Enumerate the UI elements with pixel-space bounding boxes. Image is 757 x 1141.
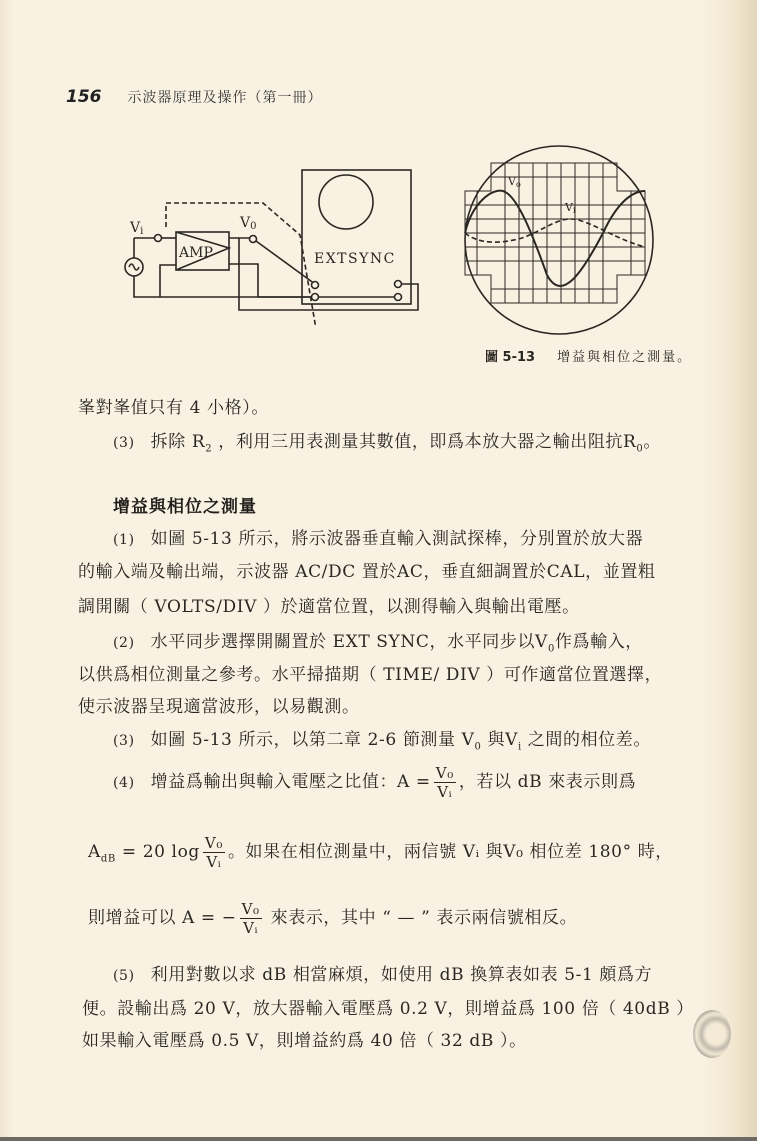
text-line: 峯對峯值只有 4 小格）。 — [78, 398, 269, 418]
graticule — [465, 163, 645, 303]
vo-trace-label: Vo — [508, 175, 521, 189]
text-line: 以供爲相位測量之參考。水平掃描期（ TIME/ DIV ）可作適當位置選擇， — [78, 665, 663, 685]
figure-label: 圖 5-13 — [485, 350, 536, 365]
extsync-label: EXTSYNC — [314, 251, 396, 267]
text-line: (4) 增益爲輸出與輸入電壓之比值：A = $\frac{\text{V₀}}{\text{Vᵢ}}$ ，若以 dB 來表示則爲 — [113, 764, 637, 801]
vi-trace-label: Vi — [565, 201, 576, 215]
text-line: 則增益可以 A = − $\frac{\text{V₀}}{\text{Vᵢ}}$ 來表示，其中 “ — ” 表示兩信號相反。 — [88, 900, 578, 937]
vi-label: Vi — [130, 220, 144, 237]
text-line: (3) 如圖 5-13 所示，以第二章 2-6 節測量 $V_0$ 與$V_i$ 之間的相位差。 — [113, 730, 651, 753]
text-line: 如果輸入電壓爲 0.5 V，則增益約爲 40 倍（ 32 dB ）。 — [82, 1031, 527, 1051]
fraction: $\frac{\text{V₀}}{\text{Vᵢ}}$ — [241, 900, 260, 937]
text-line: (3) 拆除 $R_2$ ，利用三用表測量其數值，即爲本放大器之輸出阻抗$R_0$。 — [113, 432, 661, 455]
running-title: 示波器原理及操作（第一冊） — [127, 90, 323, 106]
figure-caption — [485, 346, 692, 365]
page-number: 156 — [66, 87, 102, 107]
text-line: (2) 水平同步選擇開關置於 EXT SYNC，水平同步以$V_0$作爲輸入， — [113, 632, 643, 655]
figure-title: 增益與相位之測量。 — [557, 350, 693, 365]
amp-label: AMP — [179, 245, 213, 261]
text-line: 的輸入端及輸出端，示波器 AC/DC 置於AC，垂直細調置於CAL，並置粗 — [78, 562, 656, 582]
text-line: (1) 如圖 5-13 所示，將示波器垂直輸入測試探棒，分別置於放大器 — [113, 529, 644, 549]
circuit-diagram — [110, 160, 430, 325]
text-line: (5) 利用對數以求 dB 相當麻煩，如使用 dB 換算表如表 5-1 頗爲方 — [113, 965, 653, 985]
page-bottom-edge — [0, 1137, 757, 1141]
fraction: $\frac{\text{V₀}}{\text{Vᵢ}}$ — [435, 764, 454, 801]
text-line: 調開關（ VOLTS/DIV ）於適當位置，以測得輸入與輸出電壓。 — [78, 597, 580, 617]
page-header — [66, 86, 323, 108]
thumb-smudge — [693, 1010, 731, 1058]
scope-crt-icon — [319, 175, 373, 229]
text-line: 使示波器呈現適當波形，以易觀測。 — [78, 697, 360, 717]
section-heading: 增益與相位之測量 — [113, 497, 257, 517]
text-line: $A_{dB} = 20$ log $\frac{\text{V₀}}{\text{Vᵢ}}$ 。如果在相位測量中，兩信號 Vᵢ 與V₀ 相位差 180° 時， — [88, 834, 673, 871]
scope-screen-figure — [462, 143, 657, 338]
vo-label: V0 — [240, 215, 257, 232]
fraction: $\frac{\text{V₀}}{\text{Vᵢ}}$ — [204, 834, 223, 871]
text-line: 便。設輸出爲 20 V，放大器輸入電壓爲 0.2 V，則增益爲 100 倍（ 40dB ） — [82, 999, 694, 1019]
